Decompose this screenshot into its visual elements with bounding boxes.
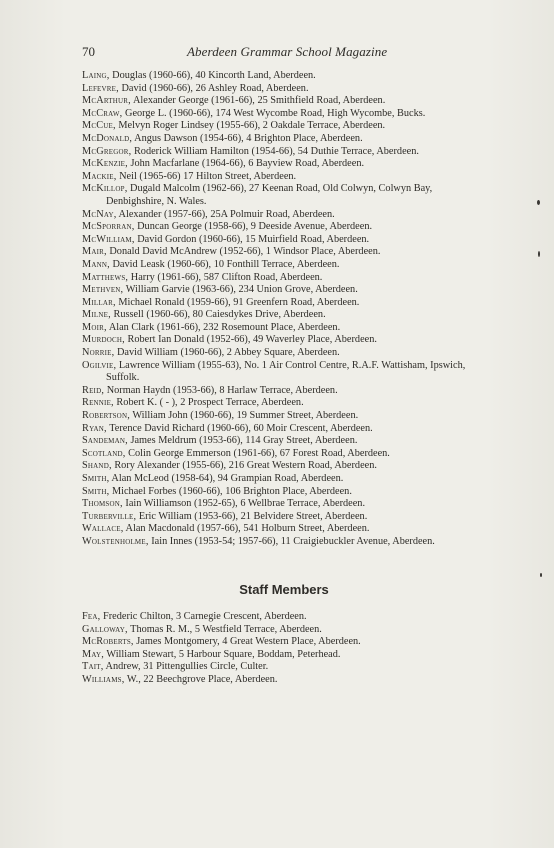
list-item <box>82 108 486 121</box>
entry-surname: Norrie, <box>82 347 115 359</box>
entry-surname: McKillop, <box>82 183 128 195</box>
entry-surname: McWilliam, <box>82 233 135 245</box>
entry-details: Alexander (1957-66), 25A Polmuir Road, Aberdeen. <box>118 208 335 220</box>
list-item <box>82 360 486 385</box>
entry-details: James Montgomery, 4 Great Western Place, Aberdeen. <box>136 636 361 648</box>
address-list <box>82 70 486 549</box>
entry-details: Neil (1965-66) 17 Hilton Street, Aberdeen. <box>119 170 297 182</box>
list-item <box>82 385 486 398</box>
list-item <box>82 146 486 159</box>
entry-surname: McKenzie, <box>82 158 128 170</box>
list-item <box>82 209 486 222</box>
entry-details: William Garvie (1963-66), 234 Union Grove, Aberdeen. <box>125 284 358 296</box>
entry-surname: Scotland, <box>82 447 126 459</box>
entry-surname: Laing, <box>82 70 110 81</box>
entry-details: Duncan George (1958-66), 9 Deeside Avenue, Aberdeen. <box>137 221 373 233</box>
entry-surname: Matthews, <box>82 271 129 283</box>
entry-surname: McGregor, <box>82 145 132 157</box>
entry-details: Andrew, 31 Pittengullies Circle, Culter. <box>105 661 269 673</box>
entry-details: Colin George Emmerson (1961-66), 67 Forest Road, Aberdeen. <box>128 447 390 459</box>
entry-surname: Mair, <box>82 246 107 258</box>
list-item <box>82 284 486 297</box>
list-item <box>82 486 486 499</box>
entry-surname: Rennie, <box>82 397 114 409</box>
list-item <box>82 460 486 473</box>
entry-surname: Mann, <box>82 258 110 270</box>
entry-details: David (1960-66), 26 Ashley Road, Aberdeen. <box>121 82 309 94</box>
entry-surname: McNay, <box>82 208 117 220</box>
entry-surname: May, <box>82 648 104 660</box>
entry-details: James Meldrum (1953-66), 114 Gray Street, Aberdeen. <box>130 435 358 447</box>
entry-surname: Mackie, <box>82 170 117 182</box>
entry-details: Lawrence William (1955-63), No. 1 Air Control Centre, R.A.F. Wattisham, Ipswich, Suffolk. <box>106 359 466 384</box>
entry-surname: Sandeman, <box>82 435 128 447</box>
entry-surname: Ogilvie, <box>82 359 117 371</box>
entry-surname: McRoberts, <box>82 636 134 648</box>
entry-details: Alan Macdonald (1957-66), 541 Holburn Street, Aberdeen. <box>125 523 370 535</box>
entry-details: Donald David McAndrew (1952-66), 1 Windsor Place, Aberdeen. <box>109 246 381 258</box>
entry-details: Russell (1960-66), 80 Caiesdykes Drive, Aberdeen. <box>113 309 326 321</box>
list-item <box>82 423 486 436</box>
list-item <box>82 322 486 335</box>
entry-details: John Macfarlane (1964-66), 6 Bayview Road, Aberdeen. <box>130 158 365 170</box>
page-header <box>82 44 482 62</box>
entry-surname: Tait, <box>82 661 104 673</box>
entry-details: Michael Ronald (1959-66), 91 Greenfern Road, Aberdeen. <box>118 296 360 308</box>
entry-details: Douglas (1960-66), 40 Kincorth Land, Aberdeen. <box>112 70 316 81</box>
list-item <box>82 636 486 649</box>
entry-surname: Moir, <box>82 321 107 333</box>
list-item <box>82 95 486 108</box>
entry-surname: McCraw, <box>82 107 123 119</box>
entry-details: David William (1960-66), 2 Abbey Square, Aberdeen. <box>117 347 340 359</box>
list-item <box>82 661 486 674</box>
entry-details: David Gordon (1960-66), 15 Muirfield Road, Aberdeen. <box>137 233 370 245</box>
entry-details: William John (1960-66), 19 Summer Street, Aberdeen. <box>132 410 359 422</box>
entry-surname: Williams, <box>82 673 125 685</box>
entry-surname: Methven, <box>82 284 124 296</box>
list-item <box>82 183 486 208</box>
entry-details: Robert K. ( - ), 2 Prospect Terrace, Aberdeen. <box>116 397 304 409</box>
entry-surname: Turberville, <box>82 510 137 522</box>
list-item <box>82 70 486 83</box>
entry-surname: Galloway, <box>82 623 128 635</box>
entry-details: Norman Haydn (1953-66), 8 Harlaw Terrace, Aberdeen. <box>106 384 338 396</box>
entry-surname: Robertson, <box>82 410 130 422</box>
entry-surname: Smith, <box>82 473 110 484</box>
entry-surname: Ryan, <box>82 422 107 434</box>
list-item <box>82 83 486 96</box>
margin-mark <box>540 573 542 577</box>
list-item <box>82 611 486 624</box>
entry-details: Iain Williamson (1952-65), 6 Wellbrae Terrace, Aberdeen. <box>125 498 366 510</box>
list-item <box>82 246 486 259</box>
list-item <box>82 473 486 486</box>
list-item <box>82 221 486 234</box>
entry-surname: Fea, <box>82 611 101 622</box>
entry-details: Frederic Chilton, 3 Carnegie Crescent, Aberdeen. <box>103 611 307 622</box>
entry-details: Robert Ian Donald (1952-66), 49 Waverley Place, Aberdeen. <box>127 334 377 346</box>
list-item <box>82 397 486 410</box>
list-item <box>82 120 486 133</box>
entry-details: Michael Forbes (1960-66), 106 Brighton Place, Aberdeen. <box>111 485 352 497</box>
entry-details: Alexander George (1961-66), 25 Smithfield Road, Aberdeen. <box>132 95 386 107</box>
list-item <box>82 410 486 423</box>
entry-details: W., 22 Beechgrove Place, Aberdeen. <box>126 673 278 685</box>
list-item <box>82 536 486 549</box>
list-item <box>82 498 486 511</box>
entry-details: William Stewart, 5 Harbour Square, Boddam, Peterhead. <box>106 648 341 660</box>
entry-surname: Smith, <box>82 485 110 497</box>
list-item <box>82 297 486 310</box>
list-item <box>82 309 486 322</box>
entry-surname: Milne, <box>82 309 111 321</box>
list-item <box>82 158 486 171</box>
entry-surname: McArthur, <box>82 95 131 107</box>
margin-mark <box>538 251 540 257</box>
entry-details: Roderick William Hamilton (1954-66), 54 Duthie Terrace, Aberdeen. <box>133 145 419 157</box>
entry-details: Melvyn Roger Lindsey (1955-66), 2 Oakdale Terrace, Aberdeen. <box>118 120 386 132</box>
section-heading-staff: Staff Members <box>239 582 329 597</box>
list-item <box>82 624 486 637</box>
entry-surname: McSporran, <box>82 221 135 233</box>
list-item <box>82 448 486 461</box>
running-title: Aberdeen Grammar School Magazine <box>187 44 388 59</box>
list-item <box>82 649 486 662</box>
list-item <box>82 523 486 536</box>
list-item <box>82 133 486 146</box>
entry-surname: Murdoch, <box>82 334 125 346</box>
entry-details: Thomas R. M., 5 Westfield Terrace, Aberdeen. <box>130 623 322 635</box>
list-item <box>82 435 486 448</box>
entry-details: Eric William (1953-66), 21 Belvidere Street, Aberdeen. <box>138 510 368 522</box>
entry-details: Angus Dawson (1954-66), 4 Brighton Place, Aberdeen. <box>134 132 363 144</box>
entry-details: Terence David Richard (1960-66), 60 Moir Crescent, Aberdeen. <box>109 422 373 434</box>
entry-surname: Shand, <box>82 460 112 472</box>
list-item <box>82 334 486 347</box>
entry-details: George L. (1960-66), 174 West Wycombe Road, High Wycombe, Bucks. <box>125 107 426 119</box>
list-item <box>82 259 486 272</box>
entry-surname: McDonald, <box>82 132 133 144</box>
entry-details: Dugald Malcolm (1962-66), 27 Keenan Road, Old Colwyn, Colwyn Bay, Denbighshire, N. Wales. <box>106 183 433 207</box>
list-item <box>82 674 486 687</box>
list-item <box>82 347 486 360</box>
entry-surname: Millar, <box>82 296 116 308</box>
entry-details: Harry (1961-66), 587 Clifton Road, Aberdeen. <box>130 271 323 283</box>
entry-details: Alan McLeod (1958-64), 94 Grampian Road, Aberdeen. <box>111 473 344 484</box>
list-item <box>82 511 486 524</box>
list-item <box>82 171 486 184</box>
entry-details: Rory Alexander (1955-66), 216 Great Western Road, Aberdeen. <box>114 460 377 472</box>
entry-surname: McCue, <box>82 120 116 132</box>
entry-surname: Wallace, <box>82 523 124 535</box>
margin-mark <box>537 200 540 205</box>
entry-details: Iain Innes (1953-54; 1957-66), 11 Craigiebuckler Avenue, Aberdeen. <box>151 535 435 547</box>
staff-address-list <box>82 611 486 687</box>
entry-surname: Thomson, <box>82 498 123 510</box>
entry-surname: Reid, <box>82 384 105 396</box>
list-item <box>82 272 486 285</box>
list-item <box>82 234 486 247</box>
entry-surname: Lefevre, <box>82 82 119 94</box>
page-number: 70 <box>82 44 95 59</box>
entry-details: David Leask (1960-66), 10 Fonthill Terrace, Aberdeen. <box>112 258 340 270</box>
entry-surname: Wolstenholme, <box>82 535 149 547</box>
entry-details: Alan Clark (1961-66), 232 Rosemount Place, Aberdeen. <box>108 321 341 333</box>
